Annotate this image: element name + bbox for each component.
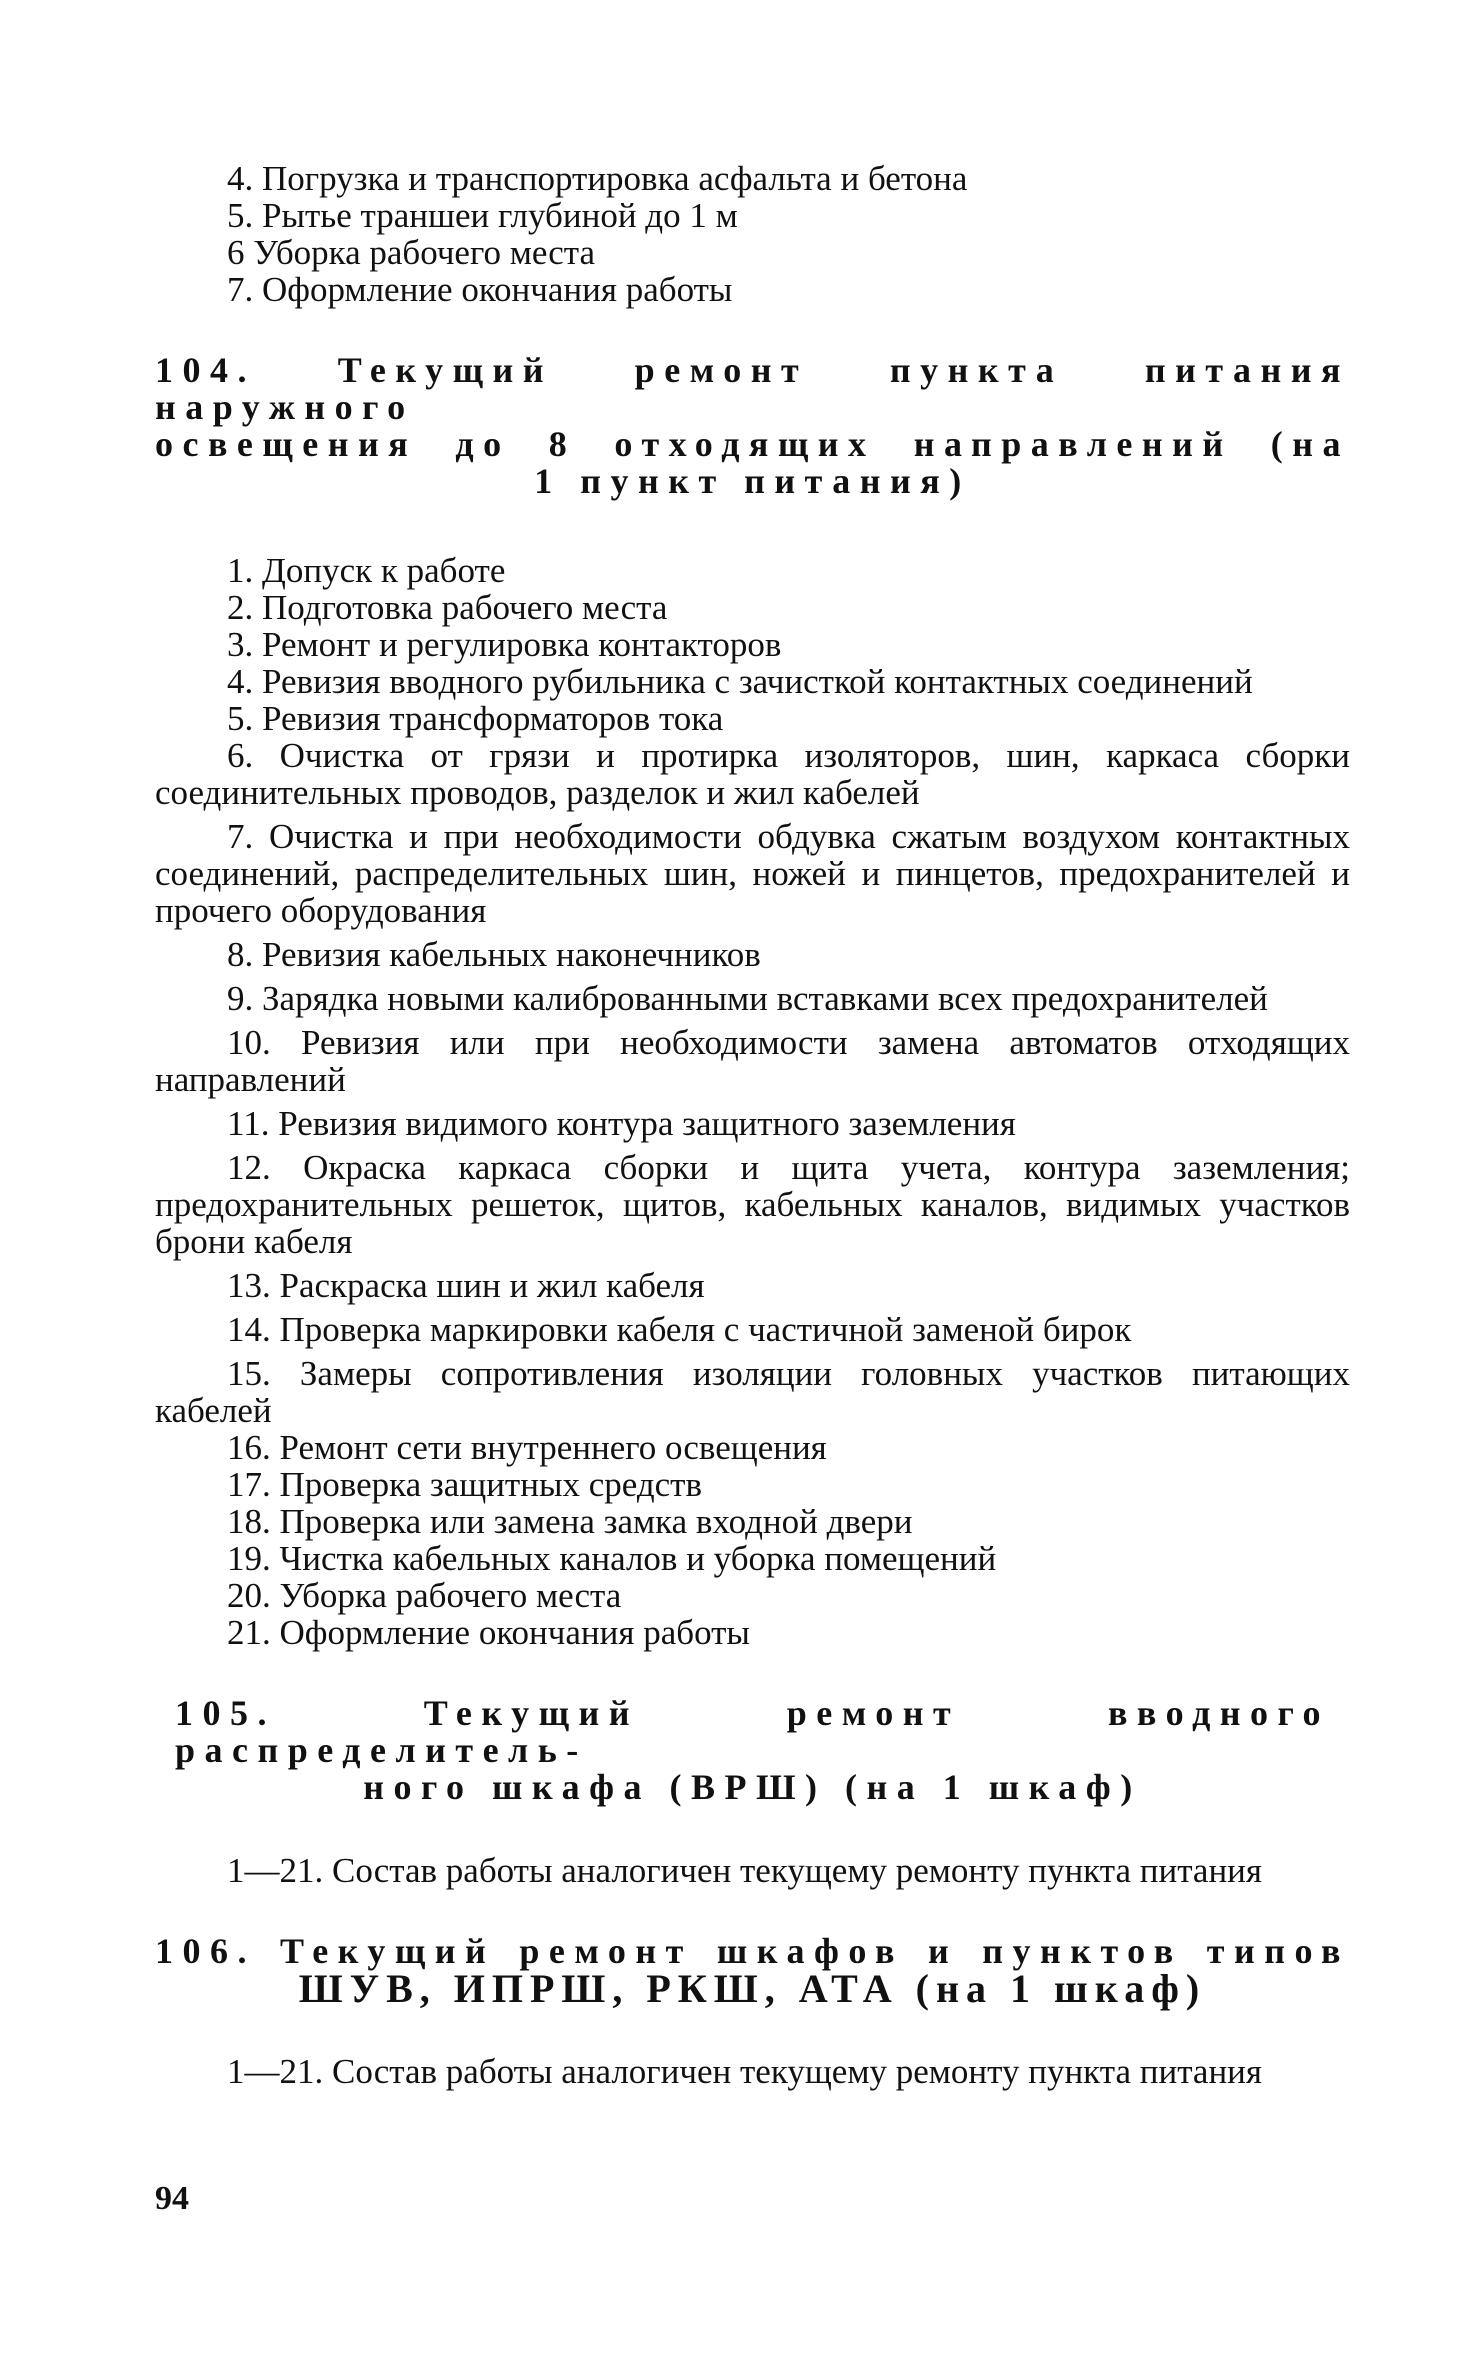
document-page	[155, 160, 1350, 2090]
list-item: 9. Зарядка новыми калиброванными вставками всех предохранителей	[227, 979, 1268, 1018]
list-item: 2. Подготовка рабочего места	[227, 588, 668, 627]
list-item: 21. Оформление окончания работы	[227, 1613, 750, 1652]
list-item: 12. Окраска каркаса сборки и щита учета, контура заземления; предохранительных решеток, щитов, кабельных каналов, видимых участков брони кабеля	[155, 1148, 1350, 1261]
section-104-list	[155, 552, 1350, 1651]
page-number: 94	[155, 2180, 189, 2217]
list-item: 14. Проверка маркировки кабеля с частичной заменой бирок	[227, 1310, 1132, 1349]
list-item: 11. Ревизия видимого контура защитного заземления	[227, 1104, 1016, 1143]
list-item: 4. Ревизия вводного рубильника с зачисткой контактных соединений	[227, 662, 1253, 701]
list-item: 18. Проверка или замена замка входной двери	[227, 1502, 913, 1541]
intro-list	[155, 160, 1350, 308]
section-105-text: 1—21. Состав работы аналогичен текущему ремонту пункта питания	[227, 1851, 1263, 1890]
list-item: 16. Ремонт сети внутреннего освещения	[227, 1428, 827, 1467]
section-104-heading	[155, 352, 1350, 500]
heading-line: освещения до 8 отходящих направлений (на	[155, 424, 1350, 464]
list-item: 7. Оформление окончания работы	[227, 270, 733, 309]
heading-line: 105. Текущий ремонт вводного распределитель-	[175, 1693, 1330, 1770]
section-106-heading	[155, 1931, 1350, 2011]
list-item: 5. Рытье траншеи глубиной до 1 м	[227, 196, 738, 235]
list-item: 20. Уборка рабочего места	[227, 1576, 622, 1615]
list-item: 8. Ревизия кабельных наконечников	[227, 935, 761, 974]
list-item: 15. Замеры сопротивления изоляции головных участков питающих кабелей	[155, 1354, 1350, 1430]
heading-line: 104. Текущий ремонт пункта питания наружного	[155, 350, 1350, 427]
list-item: 5. Ревизия трансформаторов тока	[227, 699, 724, 738]
list-item: 1. Допуск к работе	[227, 551, 506, 590]
list-item: 13. Раскраска шин и жил кабеля	[227, 1266, 705, 1305]
heading-line: 1 пункт питания)	[534, 461, 971, 501]
list-item: 19. Чистка кабельных каналов и уборка помещений	[227, 1539, 997, 1578]
heading-line: ного шкафа (ВРШ) (на 1 шкаф)	[363, 1767, 1142, 1807]
list-item: 3. Ремонт и регулировка контакторов	[227, 625, 782, 664]
list-item: 4. Погрузка и транспортировка асфальта и бетона	[227, 159, 968, 198]
list-item: 6. Очистка от грязи и протирка изоляторов, шин, каркаса сборки соединительных проводов, разделок и жил кабелей	[155, 736, 1350, 812]
section-105-heading	[155, 1695, 1350, 1806]
list-item: 10. Ревизия или при необходимости замена автоматов отходящих направлений	[155, 1023, 1350, 1099]
list-item: 6 Уборка рабочего места	[227, 233, 596, 272]
list-item: 17. Проверка защитных средств	[227, 1465, 702, 1504]
heading-line: ШУВ, ИПРШ, РКШ, АТА (на 1 шкаф)	[298, 1966, 1207, 2011]
list-item: 7. Очистка и при необходимости обдувка сжатым воздухом контактных соединений, распределительных шин, ножей и пинцетов, предохранителей и прочего оборудования	[155, 817, 1350, 930]
heading-line: 106. Текущий ремонт шкафов и пунктов типов	[155, 1931, 1350, 1971]
section-106-text: 1—21. Состав работы аналогичен текущему ремонту пункта питания	[227, 2052, 1263, 2091]
